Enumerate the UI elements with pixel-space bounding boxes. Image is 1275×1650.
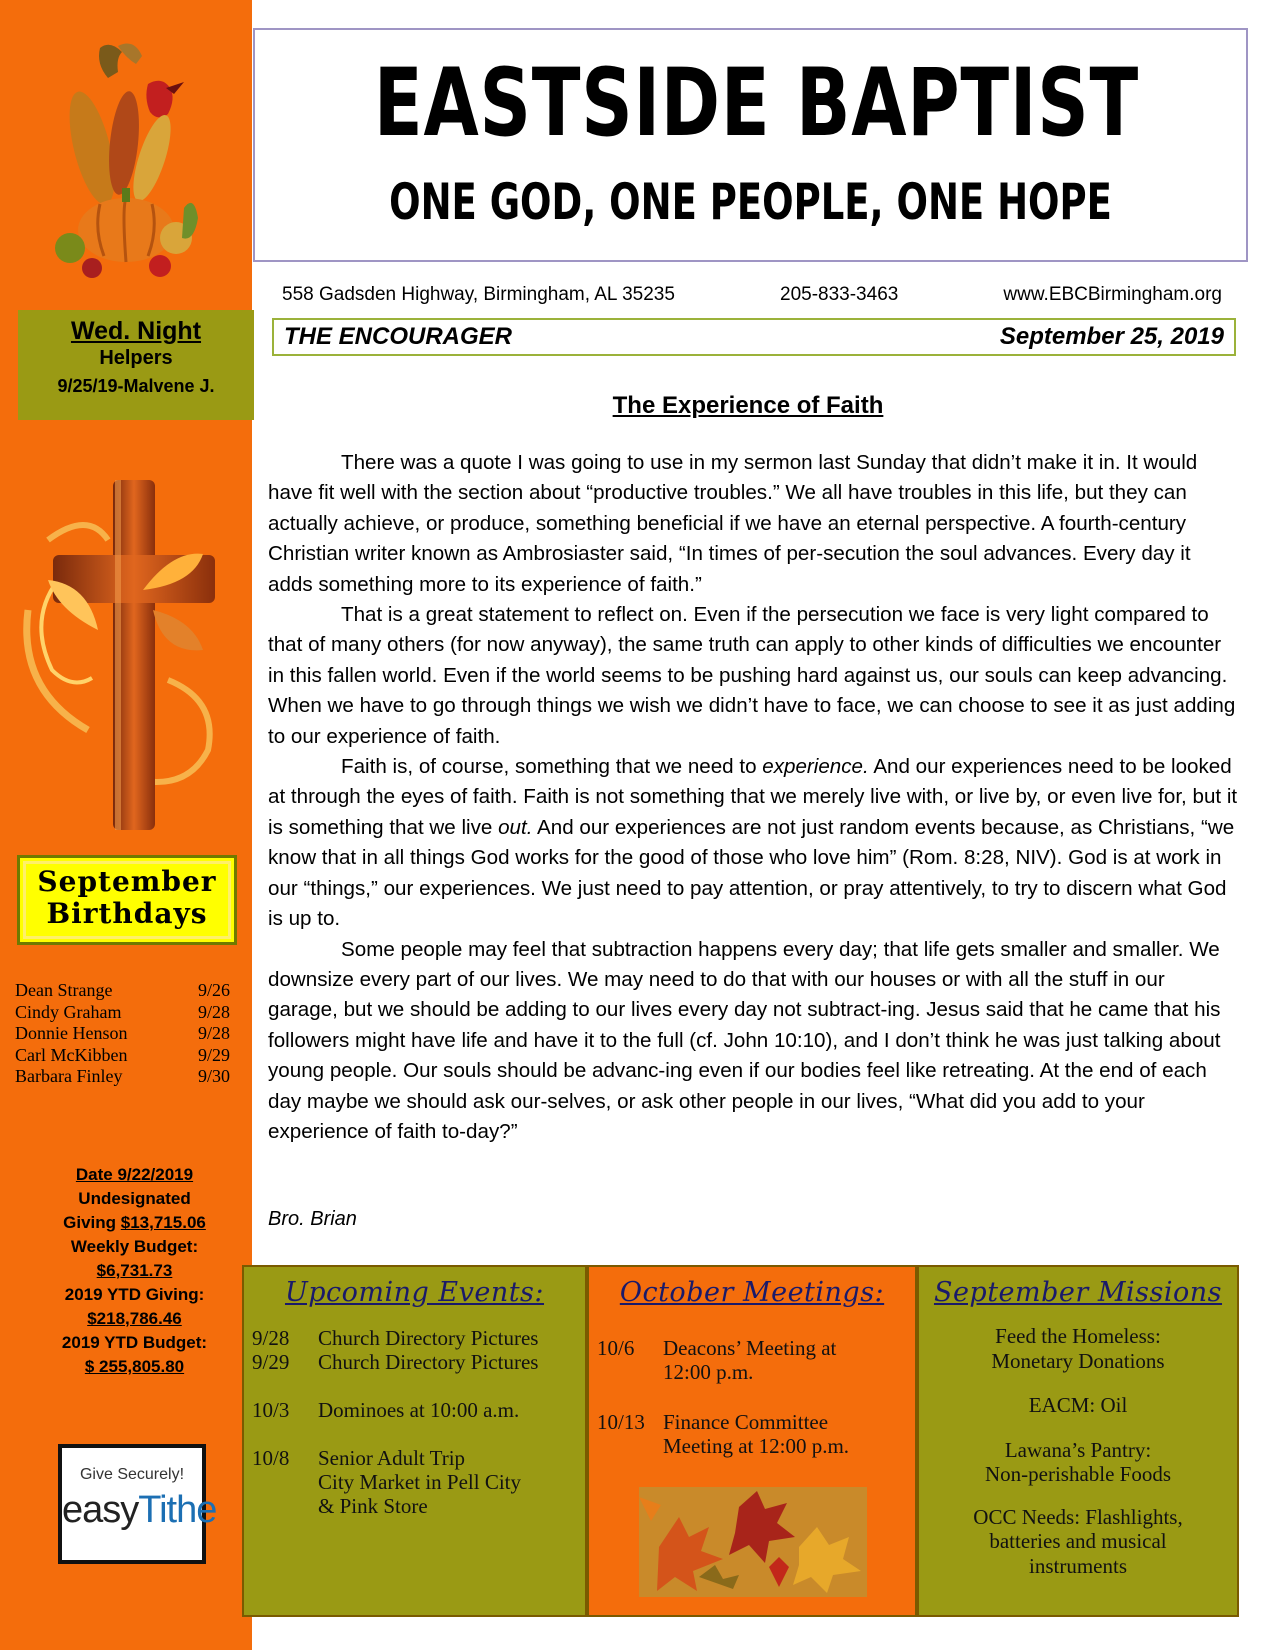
ytd-budget-value: $ 255,805.80 bbox=[84, 1357, 185, 1376]
birthday-name: Cindy Graham bbox=[15, 1001, 122, 1022]
giving-summary bbox=[22, 1163, 247, 1379]
list-item bbox=[15, 980, 230, 1002]
october-meetings-box bbox=[587, 1265, 917, 1617]
giving-date: Date 9/22/2019 bbox=[75, 1165, 194, 1184]
article-signature: Bro. Brian bbox=[268, 1208, 357, 1230]
birthday-date: 9/26 bbox=[197, 980, 230, 1000]
wed-night-helpers-box bbox=[18, 310, 254, 420]
weekly-budget-label: Weekly Budget: bbox=[70, 1237, 199, 1256]
easytithe-button[interactable] bbox=[58, 1444, 217, 1564]
helpers-subtitle: Helpers bbox=[99, 347, 173, 369]
event-date: 9/29 bbox=[252, 1350, 290, 1374]
article-paragraph: That is a great statement to reflect on. Even if the persecution we face is very light compared to that of many others (for now anyway), the same truth can apply to other kinds of difficulties we encounter in this fallen world. Even if the world seems to be pushing hard against us, our souls can keep advancing. When we have to go through things we wish we didn’t have to face, we can choose to see it as just adding to our experience of faith. bbox=[268, 603, 1236, 748]
meeting-text bbox=[663, 1410, 915, 1458]
list-item bbox=[15, 1023, 230, 1045]
event-text: & Pink Store bbox=[318, 1494, 428, 1518]
event-date bbox=[244, 1470, 318, 1494]
issue-date: September 25, 2019 bbox=[999, 323, 1224, 350]
september-birthdays-heading bbox=[17, 855, 237, 945]
list-item bbox=[15, 1045, 230, 1067]
event-text: Church Directory Pictures bbox=[318, 1326, 539, 1350]
meeting-line: Finance Committee bbox=[663, 1410, 829, 1434]
article-emphasis: out. bbox=[498, 815, 533, 839]
article-title: The Experience of Faith bbox=[612, 392, 884, 419]
mission-line: EACM: Oil bbox=[1028, 1393, 1128, 1417]
helpers-title: Wed. Night bbox=[70, 317, 202, 345]
easytithe-brand-part1: easy bbox=[62, 1489, 139, 1531]
birthday-name: Barbara Finley bbox=[15, 1066, 123, 1086]
article-text: And our experiences are not just random events because, as Christians, “we know that in all things God works for the good of those who love him” (Rom. 8:28, NIV). God is at work in our “things,” our experiences. We just need to pay attention, or pray attentively, to try to discern what God is up to. bbox=[268, 815, 1235, 931]
list-item bbox=[919, 1438, 1237, 1487]
undesignated-label: Undesignated bbox=[78, 1189, 191, 1208]
birthday-date: 9/30 bbox=[197, 1066, 230, 1086]
article-body bbox=[268, 448, 1240, 1147]
event-text: City Market in Pell City bbox=[318, 1470, 521, 1494]
list-item bbox=[589, 1410, 915, 1458]
birthday-name: Donnie Henson bbox=[15, 1023, 128, 1043]
giving-label: Giving bbox=[63, 1213, 117, 1232]
church-tagline: ONE GOD, ONE PEOPLE, ONE HOPE bbox=[389, 173, 1112, 231]
mission-line: instruments bbox=[1029, 1553, 1127, 1578]
meeting-date: 10/6 bbox=[597, 1336, 635, 1360]
contact-line bbox=[282, 284, 1222, 306]
meeting-text bbox=[663, 1336, 915, 1384]
list-item bbox=[919, 1324, 1237, 1373]
mission-line: OCC Needs: Flashlights, bbox=[973, 1504, 1183, 1529]
birthday-name: Dean Strange bbox=[15, 980, 113, 1000]
article-text: And our experiences need to be looked at through the eyes of faith. Faith is not something that we merely live with, or live by, or even live for, but it is something that we live bbox=[268, 755, 1238, 839]
october-meetings-title: October Meetings: bbox=[619, 1277, 885, 1308]
list-item bbox=[919, 1393, 1237, 1418]
article-paragraph: There was a quote I was going to use in my sermon last Sunday that didn’t make it in. It would have fit well with the section about “productive troubles.” We all have troubles in this life, but they can actually achieve, or produce, something beneficial if we have an eternal perspective. A fourth-century Christian writer known as Ambrosiaster said, “In times of per-secution the soul advances. Every day it adds something more to its experience of faith.” bbox=[268, 451, 1198, 596]
autumn-leaves-icon bbox=[639, 1487, 867, 1597]
list-item bbox=[15, 1002, 230, 1024]
mission-line: Feed the Homeless: bbox=[995, 1324, 1161, 1348]
event-date: 10/3 bbox=[252, 1398, 290, 1422]
upcoming-events-box bbox=[242, 1265, 587, 1617]
article-paragraph: Some people may feel that subtraction happens every day; that life gets smaller and smaller. We downsize every part of our lives. We may need to do that with our houses or with all the stuff in our garage, but we should be adding to our lives every day not subtract-ing. Jesus said that he came that his followers might have life and have it to the full (cf. John 10:10), and I don’t think he was just talking about young people. Our souls should be advanc-ing even if our bodies feel like retreating. At the end of each day maybe we should ask our-selves, or ask other people in our lives, “What did you add to your experience of faith to-day?” bbox=[268, 937, 1221, 1143]
church-address: 558 Gadsden Highway, Birmingham, AL 35235 bbox=[282, 284, 675, 305]
september-missions-title: September Missions bbox=[933, 1277, 1223, 1308]
ytd-giving-value: $218,786.46 bbox=[87, 1309, 182, 1328]
giving-value: $13,715.06 bbox=[120, 1213, 206, 1232]
mission-line: batteries and musical bbox=[989, 1529, 1167, 1553]
newsletter-banner bbox=[272, 318, 1236, 356]
september-missions-box bbox=[917, 1265, 1239, 1617]
birthday-date: 9/28 bbox=[197, 1001, 230, 1022]
masthead bbox=[253, 28, 1248, 262]
list-item bbox=[919, 1505, 1237, 1579]
event-text: Senior Adult Trip bbox=[318, 1446, 466, 1470]
event-date bbox=[244, 1494, 318, 1518]
birthday-date: 9/29 bbox=[197, 1044, 230, 1065]
mission-line: Lawana’s Pantry: bbox=[1004, 1437, 1152, 1462]
list-item bbox=[589, 1336, 915, 1384]
autumn-cross-icon bbox=[18, 460, 238, 840]
list-item bbox=[244, 1398, 585, 1422]
helpers-entry: 9/25/19-Malvene J. bbox=[57, 376, 215, 396]
birthday-date: 9/28 bbox=[197, 1023, 230, 1043]
ytd-giving-label: 2019 YTD Giving: bbox=[64, 1285, 205, 1304]
list-item bbox=[15, 1066, 230, 1088]
list-item bbox=[244, 1446, 585, 1470]
publication-name: THE ENCOURAGER bbox=[284, 323, 513, 350]
event-date: 9/28 bbox=[252, 1326, 290, 1350]
event-date: 10/8 bbox=[252, 1446, 290, 1470]
church-name: EASTSIDE BAPTIST bbox=[373, 49, 1139, 158]
easytithe-brand-part2: Tithe bbox=[138, 1489, 217, 1531]
easytithe-logo bbox=[62, 1488, 217, 1532]
article-emphasis: experience. bbox=[762, 755, 869, 779]
mission-line: Monetary Donations bbox=[991, 1348, 1165, 1373]
church-phone: 205-833-3463 bbox=[780, 284, 899, 305]
event-text: Church Directory Pictures bbox=[318, 1350, 539, 1374]
meeting-line: Meeting at 12:00 p.m. bbox=[663, 1434, 850, 1458]
ytd-budget-label: 2019 YTD Budget: bbox=[61, 1333, 208, 1352]
church-website[interactable]: www.EBCBirmingham.org bbox=[1003, 284, 1222, 305]
list-item bbox=[244, 1350, 585, 1374]
weekly-budget-value: $6,731.73 bbox=[96, 1261, 173, 1280]
list-item bbox=[244, 1470, 585, 1494]
left-sidebar bbox=[0, 0, 252, 1650]
birthdays-title-line1: September bbox=[37, 865, 217, 898]
upcoming-events-title: Upcoming Events: bbox=[284, 1277, 545, 1308]
meeting-date: 10/13 bbox=[597, 1410, 645, 1434]
birthday-name: Carl McKibben bbox=[15, 1044, 128, 1065]
mission-line: Non-perishable Foods bbox=[984, 1462, 1172, 1486]
birthdays-title-line2: Birthdays bbox=[46, 897, 208, 930]
easytithe-tagline: Give Securely! bbox=[79, 1466, 185, 1483]
list-item bbox=[244, 1494, 585, 1518]
birthday-list bbox=[15, 980, 230, 1088]
event-text: Dominoes at 10:00 a.m. bbox=[318, 1398, 520, 1422]
harvest-cornucopia-icon bbox=[40, 38, 200, 278]
meeting-line: Deacons’ Meeting at bbox=[663, 1336, 837, 1360]
giving-row bbox=[22, 1211, 247, 1235]
article-text: Faith is, of course, something that we need to bbox=[341, 755, 763, 779]
article-paragraph bbox=[268, 752, 1240, 934]
meeting-line: 12:00 p.m. bbox=[663, 1360, 754, 1384]
list-item bbox=[244, 1326, 585, 1350]
